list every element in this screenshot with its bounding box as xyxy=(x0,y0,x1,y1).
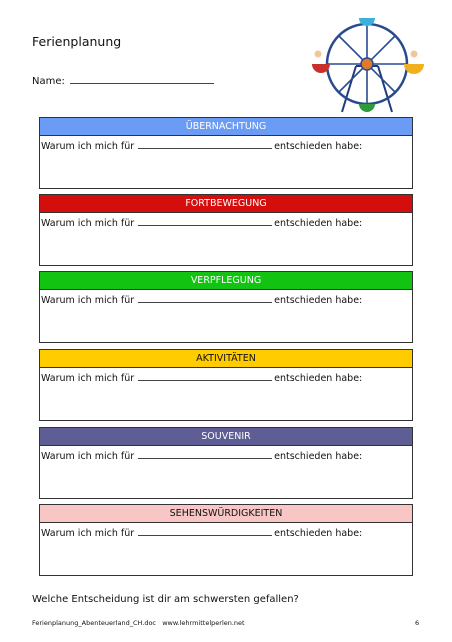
fill-in-line[interactable] xyxy=(138,293,272,303)
section-body xyxy=(40,136,412,188)
section-heading: VERPFLEGUNG xyxy=(40,272,412,290)
section-aktivitaeten xyxy=(39,349,413,421)
section-souvenir xyxy=(39,427,413,499)
fill-in-line[interactable] xyxy=(138,216,272,226)
prompt-text: Warum ich mich für xyxy=(41,218,135,229)
prompt-text: Warum ich mich für xyxy=(41,451,135,462)
section-heading: FORTBEWEGUNG xyxy=(40,195,412,213)
fill-in-line[interactable] xyxy=(138,526,272,536)
prompt-text: Warum ich mich für xyxy=(41,373,135,384)
section-heading: SOUVENIR xyxy=(40,428,412,446)
section-fortbewegung xyxy=(39,194,413,266)
footer-filename: Ferienplanung_Abenteuerland_CH.doc xyxy=(32,619,156,627)
section-sehenswuerdigkeiten xyxy=(39,504,413,576)
section-heading: ÜBERNACHTUNG xyxy=(40,118,412,136)
section-body xyxy=(40,290,412,342)
fill-in-line[interactable] xyxy=(138,139,272,149)
fill-in-line[interactable] xyxy=(138,371,272,381)
section-body xyxy=(40,213,412,265)
section-body xyxy=(40,446,412,498)
prompt-suffix: entschieden habe: xyxy=(274,141,363,152)
ferris-wheel-illustration xyxy=(304,8,430,114)
page-title: Ferienplanung xyxy=(32,34,122,49)
name-input-line[interactable] xyxy=(70,74,214,84)
footer xyxy=(32,619,245,627)
section-body xyxy=(40,523,412,575)
section-heading: AKTIVITÄTEN xyxy=(40,350,412,368)
fill-in-line[interactable] xyxy=(138,449,272,459)
footer-website: www.lehrmittelperlen.net xyxy=(162,619,245,627)
prompt-suffix: entschieden habe: xyxy=(274,373,363,384)
closing-question: Welche Entscheidung ist dir am schwersten gefallen? xyxy=(32,594,299,605)
prompt-text: Warum ich mich für xyxy=(41,295,135,306)
section-uebernachtung xyxy=(39,117,413,189)
prompt-text: Warum ich mich für xyxy=(41,141,135,152)
section-body xyxy=(40,368,412,420)
prompt-suffix: entschieden habe: xyxy=(274,218,363,229)
prompt-suffix: entschieden habe: xyxy=(274,451,363,462)
prompt-suffix: entschieden habe: xyxy=(274,528,363,539)
section-verpflegung xyxy=(39,271,413,343)
name-row xyxy=(32,74,214,87)
name-label: Name: xyxy=(32,76,65,87)
prompt-suffix: entschieden habe: xyxy=(274,295,363,306)
section-heading: SEHENSWÜRDIGKEITEN xyxy=(40,505,412,523)
prompt-text: Warum ich mich für xyxy=(41,528,135,539)
page-number: 6 xyxy=(415,619,420,627)
